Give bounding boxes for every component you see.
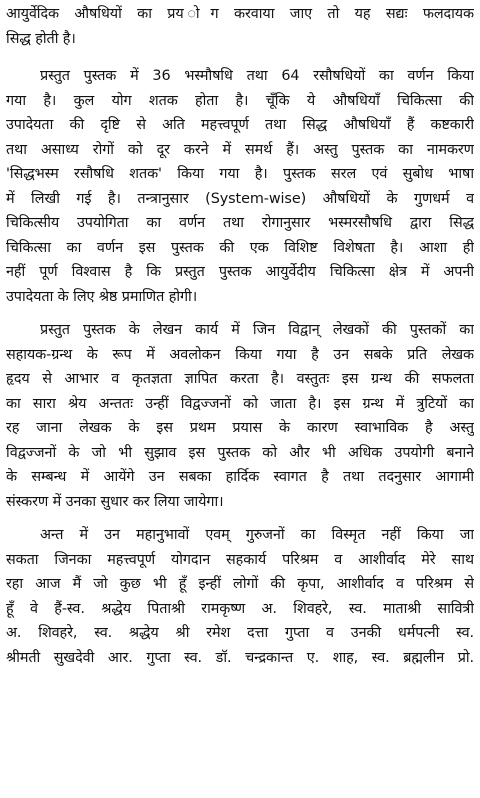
text-line: अ. शिवहरे, स्व. श्रद्धेय श्री रमेश दत्ता गुप्ता व उनकी धर्मपत्नी स्व. bbox=[6, 625, 474, 641]
text-line: आयुर्वेदिक औषधियों का प्रय ोग करवाया जाए तो यह सद्यः फलदायक bbox=[6, 6, 474, 22]
text-line: रहा आज मैं जो कुछ भी हूँ इन्हीं लोगों की कृपा, आशीर्वाद व परिश्रम से bbox=[6, 576, 474, 592]
text-line: संस्करण में उनका सुधार कर लिया जायेगा। bbox=[6, 493, 224, 510]
paragraph-efficacy bbox=[6, 2, 474, 51]
text-line: हृदय से आभार व कृतज्ञता ज्ञापित करता है। वस्तुतः इस ग्रन्थ की सफलता bbox=[6, 371, 474, 387]
text-line: अन्त में उन महानुभावों एवम् गुरुजनों का विस्मृत नहीं किया जा bbox=[40, 527, 474, 543]
text-line: चिकित्सीय उपयोगिता का वर्णन तथा रोगानुसार भस्मरसौषधि द्वारा सिद्ध bbox=[6, 215, 474, 231]
text-line: सहायक-ग्रन्थ के रूप में अवलोकन किया गया है उन सबके प्रति लेखक bbox=[6, 346, 474, 363]
text-line: श्रीमती सुखदेवी आर. गुप्ता स्व. डॉ. चन्द्रकान्त ए. शाह, स्व. ब्रह्मलीन प्रो. bbox=[6, 649, 474, 666]
paragraph-acknowledgement bbox=[6, 318, 474, 514]
text-line: तथा असाध्य रोगों को दूर करने में समर्थ हैं। अस्तु पुस्तक का नामकरण bbox=[6, 141, 474, 158]
paragraph-book-description bbox=[6, 60, 474, 309]
text-line: प्रस्तुत पुस्तक में 36 भस्मौषधि तथा 64 रसौषधियों का वर्णन किया bbox=[40, 68, 474, 84]
text-line: में लिखी गई है। तन्त्रानुसार (System-wise) औषधियों के गुणधर्म व bbox=[6, 190, 474, 207]
paragraph-gratitude bbox=[6, 523, 474, 670]
text-line: के सम्बन्ध में आयेंगे उन सबका हार्दिक स्वागत है तथा तदनुसार आगामी bbox=[6, 469, 474, 485]
text-line: प्रस्तुत पुस्तक के लेखन कार्य में जिन विद्वान् लेखकों की पुस्तकों का bbox=[40, 322, 474, 338]
text-line: विद्वज्जनों के जो भी सुझाव इस पुस्तक को और भी अधिक उपयोगी बनाने bbox=[6, 444, 474, 461]
text-line: सकता जिनका महत्त्वपूर्ण योगदान सहकार्य परिश्रम व आशीर्वाद मेरे साथ bbox=[6, 551, 474, 568]
text-line: उपादेयता के लिए श्रेष्ठ प्रमाणित होगी। bbox=[6, 288, 198, 305]
text-line: उपादेयता की दृष्टि से अति महत्त्वपूर्ण तथा सिद्ध औषधियाँ हैं कष्टकारी bbox=[6, 117, 474, 133]
text-line: का सारा श्रेय अन्ततः उन्हीं विद्वज्जनों को जाता है। इस ग्रन्थ में त्रुटियों का bbox=[6, 395, 474, 412]
text-line: सिद्ध होती है। bbox=[6, 30, 76, 47]
text-line: गया है। कुल योग शतक होता है। चूँकि ये औषधियाँ चिकित्सा की bbox=[6, 92, 474, 109]
text-line: 'सिद्धभस्म रसौषधि शतक' किया गया है। पुस्तक सरल एवं सुबोध भाषा bbox=[6, 166, 474, 182]
text-line: नहीं पूर्ण विश्वास है कि प्रस्तुत पुस्तक आयुर्वेदीय चिकित्सा क्षेत्र में अपनी bbox=[6, 264, 474, 280]
text-line: हूँ वे हैं-स्व. श्रद्धेय पिताश्री रामकृष्ण अ. शिवहरे, स्व. माताश्री सावित्री bbox=[6, 600, 474, 617]
text-line: रह जाना लेखक के इस प्रथम प्रयास के कारण स्वाभाविक है अस्तु bbox=[6, 420, 474, 436]
text-line: चिकित्सा का वर्णन इस पुस्तक की एक विशिष्ट विशेषता है। आशा ही bbox=[6, 239, 474, 256]
